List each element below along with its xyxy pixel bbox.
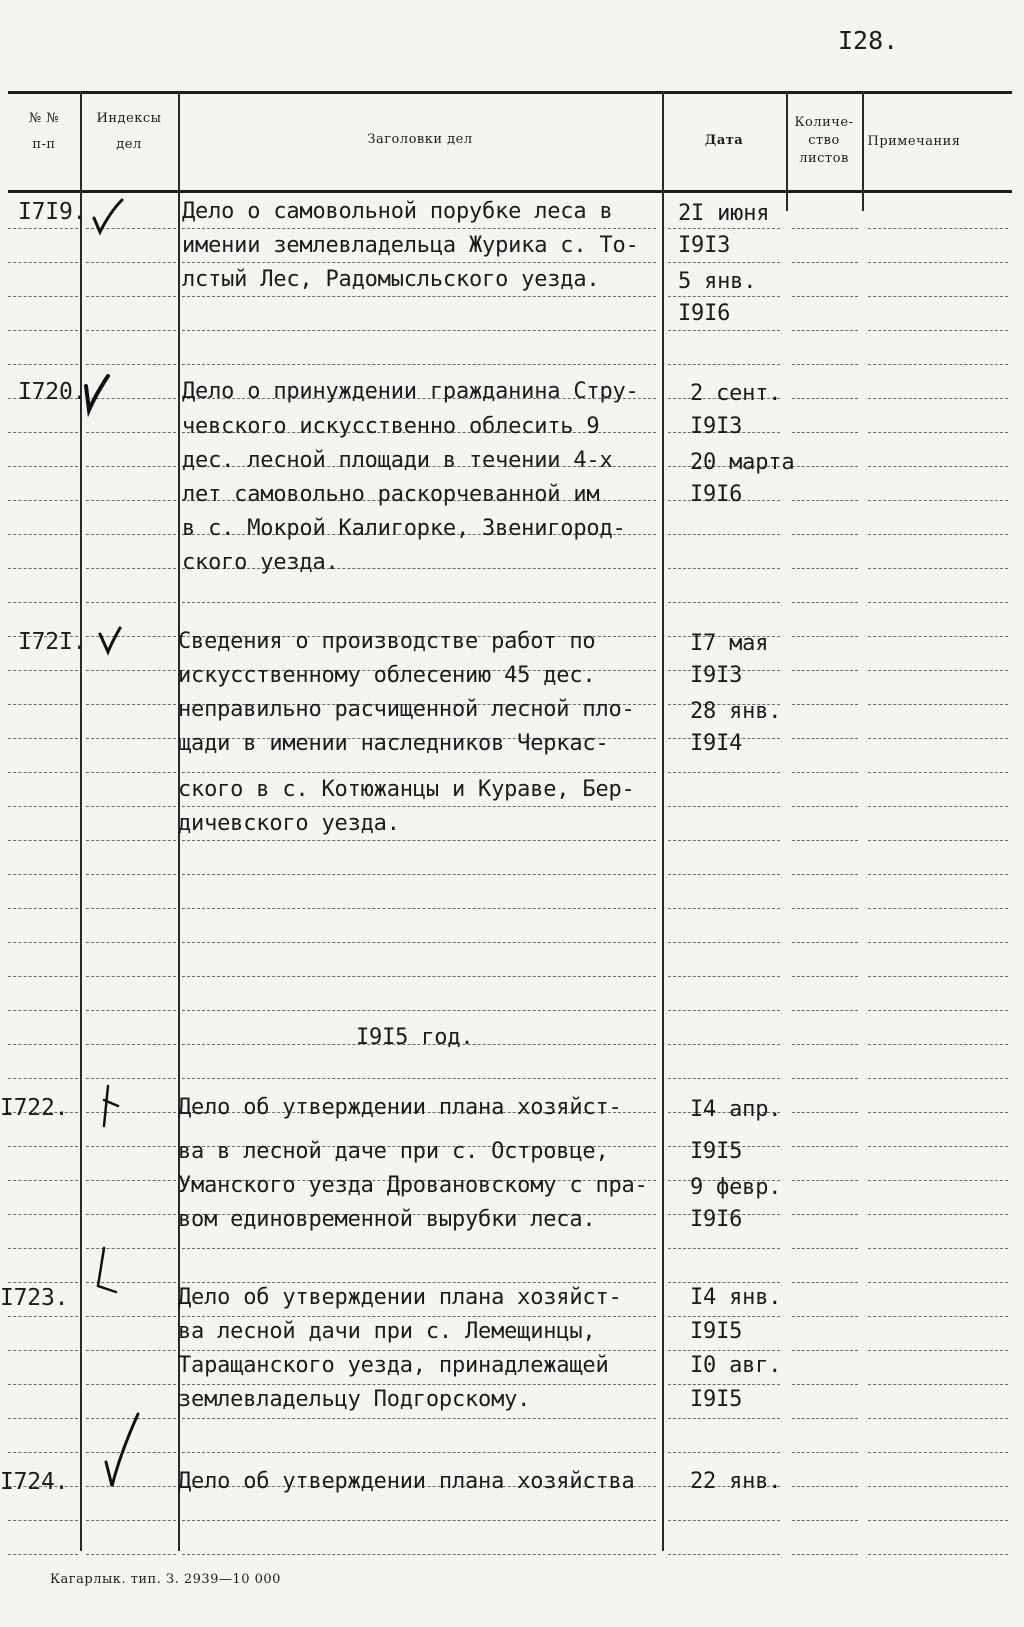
ruled-line [668, 1044, 780, 1045]
entry-date: I4 янв. [690, 1285, 782, 1310]
entry-date: I9I4 [690, 731, 743, 756]
ruled-line [792, 1010, 858, 1011]
header-number-line: № № [28, 111, 60, 126]
entry-title-line: Дело об утверждении плана хозяйст- [178, 1095, 622, 1120]
checkmark-icon [100, 1410, 144, 1496]
ruled-line [668, 1554, 780, 1555]
ruled-line [868, 1418, 1008, 1419]
ruled-line [668, 874, 780, 875]
ruled-line [86, 602, 176, 603]
ruled-line [868, 976, 1008, 977]
ruled-line [86, 500, 176, 501]
ruled-line [668, 1010, 780, 1011]
ruled-line [8, 228, 78, 229]
ruled-line [792, 500, 858, 501]
ruled-line [792, 330, 858, 331]
ruled-line [792, 466, 858, 467]
ruled-line [8, 364, 78, 365]
ruled-line [792, 840, 858, 841]
entry-date: I9I5 [690, 1139, 743, 1164]
ruled-line [868, 1078, 1008, 1079]
ruled-line [868, 1350, 1008, 1351]
header-index-line: дел [116, 137, 142, 152]
ruled-line [868, 1520, 1008, 1521]
ruled-line [8, 1384, 78, 1385]
ruled-line [868, 1010, 1008, 1011]
ruled-line [868, 772, 1008, 773]
ruled-line [182, 840, 656, 841]
ruled-line [868, 568, 1008, 569]
ruled-line [8, 908, 78, 909]
entry-date: 2I июня [678, 201, 770, 226]
ruled-line [86, 908, 176, 909]
ruled-line [8, 1418, 78, 1419]
entry-title-line: Дело о принуждении гражданина Стру- [182, 379, 639, 404]
ruled-line [8, 1452, 78, 1453]
ruled-line [86, 1520, 176, 1521]
ruled-line [182, 1384, 656, 1385]
entry-date: I9I3 [690, 414, 743, 439]
ruled-line [792, 1078, 858, 1079]
ruled-line [8, 840, 78, 841]
ruled-line [668, 806, 780, 807]
ruled-line [8, 976, 78, 977]
ruled-line [86, 1214, 176, 1215]
entry-number: I720. [18, 379, 87, 405]
ruled-line [668, 908, 780, 909]
entry-title-line: ва лесной дачи при с. Лемещинцы, [178, 1319, 596, 1344]
entry-date: I9I6 [690, 1207, 743, 1232]
entry-title-line: чевского искусственно облесить 9 [182, 414, 600, 439]
entry-number: I7I9. [18, 199, 87, 225]
ruled-line [792, 1350, 858, 1351]
ruled-line [792, 738, 858, 739]
ruled-line [8, 1214, 78, 1215]
entry-date: I0 авг. [690, 1353, 782, 1378]
ruled-line [8, 568, 78, 569]
entry-title-line: ва в лесной даче при с. Островце, [178, 1139, 609, 1164]
ruled-line [792, 228, 858, 229]
ruled-line [868, 432, 1008, 433]
checkmark-icon [80, 372, 120, 418]
ruled-line [8, 432, 78, 433]
ruled-line [86, 1078, 176, 1079]
ruled-line [792, 568, 858, 569]
entry-date: 28 янв. [690, 699, 782, 724]
entry-date: 9 февр. [690, 1175, 782, 1200]
ruled-line [868, 602, 1008, 603]
entry-title-line: землевладельцу Подгорскому. [178, 1387, 531, 1412]
ruled-line [792, 602, 858, 603]
ruled-line [8, 772, 78, 773]
entry-title-line: Дело о самовольной порубке леса в [182, 199, 613, 224]
checkmark-icon [88, 196, 138, 240]
ruled-line [792, 364, 858, 365]
ruled-line [668, 1248, 780, 1249]
ruled-line [86, 1044, 176, 1045]
entry-number: I723. [0, 1285, 69, 1311]
ruled-line [182, 602, 656, 603]
entry-title-line: неправильно расчищенной лесной пло- [178, 697, 635, 722]
ruled-line [8, 704, 78, 705]
ruled-line [792, 296, 858, 297]
ruled-line [868, 1282, 1008, 1283]
ruled-line [868, 942, 1008, 943]
ruled-line [182, 1248, 656, 1249]
ruled-line [8, 262, 78, 263]
ruled-line [792, 262, 858, 263]
ruled-line [86, 874, 176, 875]
ruled-line [8, 1520, 78, 1521]
header-index-line: Индексы [96, 111, 162, 126]
ruled-line [86, 1554, 176, 1555]
ruled-line [792, 1452, 858, 1453]
entry-title-line: дичевского уезда. [178, 811, 400, 836]
entry-title-line: Сведения о производстве работ по [178, 629, 596, 654]
entry-date: 22 янв. [690, 1469, 782, 1494]
ruled-line [792, 942, 858, 943]
ruled-line [86, 976, 176, 977]
ruled-line [868, 670, 1008, 671]
checkmark-icon [96, 624, 126, 658]
header-notes: Примечания [867, 134, 961, 149]
ruled-line [8, 1316, 78, 1317]
ruled-line [868, 534, 1008, 535]
ruled-line [182, 976, 656, 977]
ruled-line [182, 296, 656, 297]
ruled-line [182, 364, 656, 365]
ruled-line [668, 568, 780, 569]
ruled-line [668, 228, 780, 229]
entry-date: I9I6 [690, 482, 743, 507]
ruled-line [868, 364, 1008, 365]
ruled-line [792, 976, 858, 977]
ruled-line [868, 228, 1008, 229]
page-number: I28. [838, 26, 899, 55]
ruled-line [8, 1248, 78, 1249]
ruled-line [86, 704, 176, 705]
ruled-line [8, 1146, 78, 1147]
ruled-line [86, 296, 176, 297]
ruled-line [868, 500, 1008, 501]
ruled-line [792, 806, 858, 807]
ruled-line [668, 296, 780, 297]
ruled-line [868, 1112, 1008, 1113]
ruled-line [792, 908, 858, 909]
entry-number: I724. [0, 1469, 69, 1495]
ruled-line [868, 1248, 1008, 1249]
ruled-line [868, 398, 1008, 399]
ruled-line [8, 1044, 78, 1045]
entry-title-line: вом единовременной вырубки леса. [178, 1207, 596, 1232]
ruled-line [668, 1316, 780, 1317]
ruled-line [868, 908, 1008, 909]
ruled-line [8, 738, 78, 739]
ruled-line [8, 466, 78, 467]
ruled-line [868, 1316, 1008, 1317]
entry-title-line: Уманского уезда Дровановскому с пра- [178, 1173, 648, 1198]
entry-title-line: имении землевладельца Журика с. То- [182, 233, 639, 258]
ruled-line [86, 738, 176, 739]
ruled-line [668, 1418, 780, 1419]
year-heading: I9I5 год. [356, 1025, 474, 1050]
ruled-line [8, 602, 78, 603]
header-date: Дата [704, 133, 744, 148]
entry-title-line: лет самовольно раскорчеванной им [182, 482, 600, 507]
entry-title-line: Дело об утверждении плана хозяйст- [178, 1285, 622, 1310]
ruled-line [792, 1044, 858, 1045]
ruled-line [868, 296, 1008, 297]
ruled-line [668, 262, 780, 263]
ruled-line [868, 738, 1008, 739]
ruled-line [86, 330, 176, 331]
header-sheets-line: Количе- [794, 115, 854, 130]
ruled-line [792, 1520, 858, 1521]
ruled-line [792, 772, 858, 773]
ruled-line [668, 1384, 780, 1385]
ruled-line [792, 398, 858, 399]
ruled-line [8, 1010, 78, 1011]
ruled-line [86, 670, 176, 671]
ruled-line [182, 908, 656, 909]
ruled-line [182, 874, 656, 875]
ruled-line [868, 636, 1008, 637]
ruled-line [792, 670, 858, 671]
ruled-line [792, 432, 858, 433]
header-title: Заголовки дел [367, 132, 473, 147]
entry-date: 2 сент. [690, 381, 782, 406]
entry-number: I722. [0, 1095, 69, 1121]
ruled-line [8, 1078, 78, 1079]
ruled-line [792, 1180, 858, 1181]
ruled-line [8, 1350, 78, 1351]
ruled-line [792, 704, 858, 705]
ruled-line [668, 1452, 780, 1453]
ruled-line [668, 1282, 780, 1283]
ruled-line [86, 806, 176, 807]
ruled-line [668, 840, 780, 841]
entry-date: I9I5 [690, 1319, 743, 1344]
entry-title-line: ского в с. Котюжанцы и Кураве, Бер- [178, 777, 635, 802]
ruled-line [8, 874, 78, 875]
entry-number: I72I. [18, 629, 87, 655]
ruled-line [8, 330, 78, 331]
ruled-line [868, 1044, 1008, 1045]
ruled-line [792, 1146, 858, 1147]
ruled-line [86, 1010, 176, 1011]
ruled-line [182, 262, 656, 263]
entry-date: I9I3 [690, 663, 743, 688]
ruled-line [868, 330, 1008, 331]
header-number-line: п-п [32, 137, 56, 152]
entry-title-line: ского уезда. [182, 550, 339, 575]
ruled-line [792, 1486, 858, 1487]
ruled-line [668, 1520, 780, 1521]
ruled-line [86, 1180, 176, 1181]
ruled-line [668, 602, 780, 603]
ruled-line [868, 1180, 1008, 1181]
entry-title-line: лстый Лес, Радомысльского уезда. [182, 267, 600, 292]
ruled-line [868, 874, 1008, 875]
footer-imprint: Кагарлык. тип. З. 2939—10 000 [50, 1572, 281, 1587]
entry-title-line: Дело об утверждении плана хозяйства [178, 1469, 635, 1494]
ruled-line [8, 296, 78, 297]
ruled-line [8, 942, 78, 943]
header-sheets-line: ство [808, 133, 840, 148]
ruled-line [8, 670, 78, 671]
ruled-line [868, 1384, 1008, 1385]
ruled-line [868, 1146, 1008, 1147]
ruled-line [8, 1554, 78, 1555]
ruled-line [182, 942, 656, 943]
ruled-line [792, 1418, 858, 1419]
ruled-line [792, 1248, 858, 1249]
ruled-line [8, 1282, 78, 1283]
ruled-line [868, 840, 1008, 841]
ruled-line [86, 1384, 176, 1385]
ruled-line [668, 976, 780, 977]
ruled-line [668, 330, 780, 331]
ruled-line [182, 1078, 656, 1079]
ruled-line [86, 772, 176, 773]
ruled-line [86, 568, 176, 569]
ruled-line [668, 534, 780, 535]
ruled-line [868, 466, 1008, 467]
ruled-line [86, 466, 176, 467]
entry-date: 20 марта [690, 450, 795, 475]
bracket-icon [88, 1244, 124, 1300]
entry-date: I4 апр. [690, 1097, 782, 1122]
ruled-line [792, 874, 858, 875]
entry-title-line: искусственному облесению 45 дес. [178, 663, 596, 688]
ruled-line [86, 534, 176, 535]
ruled-line [868, 1452, 1008, 1453]
ruled-line [792, 1316, 858, 1317]
ruled-line [668, 772, 780, 773]
entry-date: 5 янв. [678, 269, 757, 294]
ruled-line [668, 1078, 780, 1079]
ruled-line [182, 1554, 656, 1555]
ruled-line [8, 500, 78, 501]
entry-title-line: щади в имении наследников Черкас- [178, 731, 609, 756]
ruled-line [86, 942, 176, 943]
ruled-line [8, 534, 78, 535]
ruled-line [668, 1350, 780, 1351]
ruled-line [792, 1282, 858, 1283]
ruled-line [182, 1010, 656, 1011]
entry-title-line: в с. Мокрой Калигорке, Звенигород- [182, 516, 626, 541]
ruled-line [86, 1316, 176, 1317]
ruled-line [792, 1112, 858, 1113]
entry-title-line: дес. лесной площади в течении 4-х [182, 448, 613, 473]
ruled-line [86, 432, 176, 433]
ruled-line [8, 806, 78, 807]
ruled-line [792, 1554, 858, 1555]
ruled-line [86, 1350, 176, 1351]
checkmark-icon [96, 1082, 126, 1132]
ruled-line [8, 1180, 78, 1181]
ruled-line [868, 1554, 1008, 1555]
ruled-line [182, 330, 656, 331]
entry-title-line: Таращанского уезда, принадлежащей [178, 1353, 609, 1378]
ruled-line [792, 1384, 858, 1385]
ruled-line [792, 1214, 858, 1215]
header-sheets-line: листов [799, 151, 849, 166]
ruled-line [868, 262, 1008, 263]
ruled-line [182, 772, 656, 773]
ruled-line [868, 1486, 1008, 1487]
ruled-line [868, 704, 1008, 705]
ruled-line [868, 1214, 1008, 1215]
ruled-line [182, 1282, 656, 1283]
entry-date: I9I5 [690, 1387, 743, 1412]
entry-date: I9I6 [678, 301, 731, 326]
ruled-line [182, 806, 656, 807]
ruled-line [182, 1350, 656, 1351]
ruled-line [792, 636, 858, 637]
ruled-line [182, 1452, 656, 1453]
ruled-line [668, 942, 780, 943]
ruled-line [792, 534, 858, 535]
ruled-line [182, 1316, 656, 1317]
ruled-line [182, 228, 656, 229]
entry-date: I7 мая [690, 631, 769, 656]
ruled-line [668, 364, 780, 365]
ruled-line [86, 1146, 176, 1147]
ruled-line [86, 840, 176, 841]
ruled-line [86, 262, 176, 263]
ruled-line [86, 364, 176, 365]
ruled-line [182, 1418, 656, 1419]
ruled-line [182, 1520, 656, 1521]
entry-date: I9I3 [678, 233, 731, 258]
ruled-line [868, 806, 1008, 807]
